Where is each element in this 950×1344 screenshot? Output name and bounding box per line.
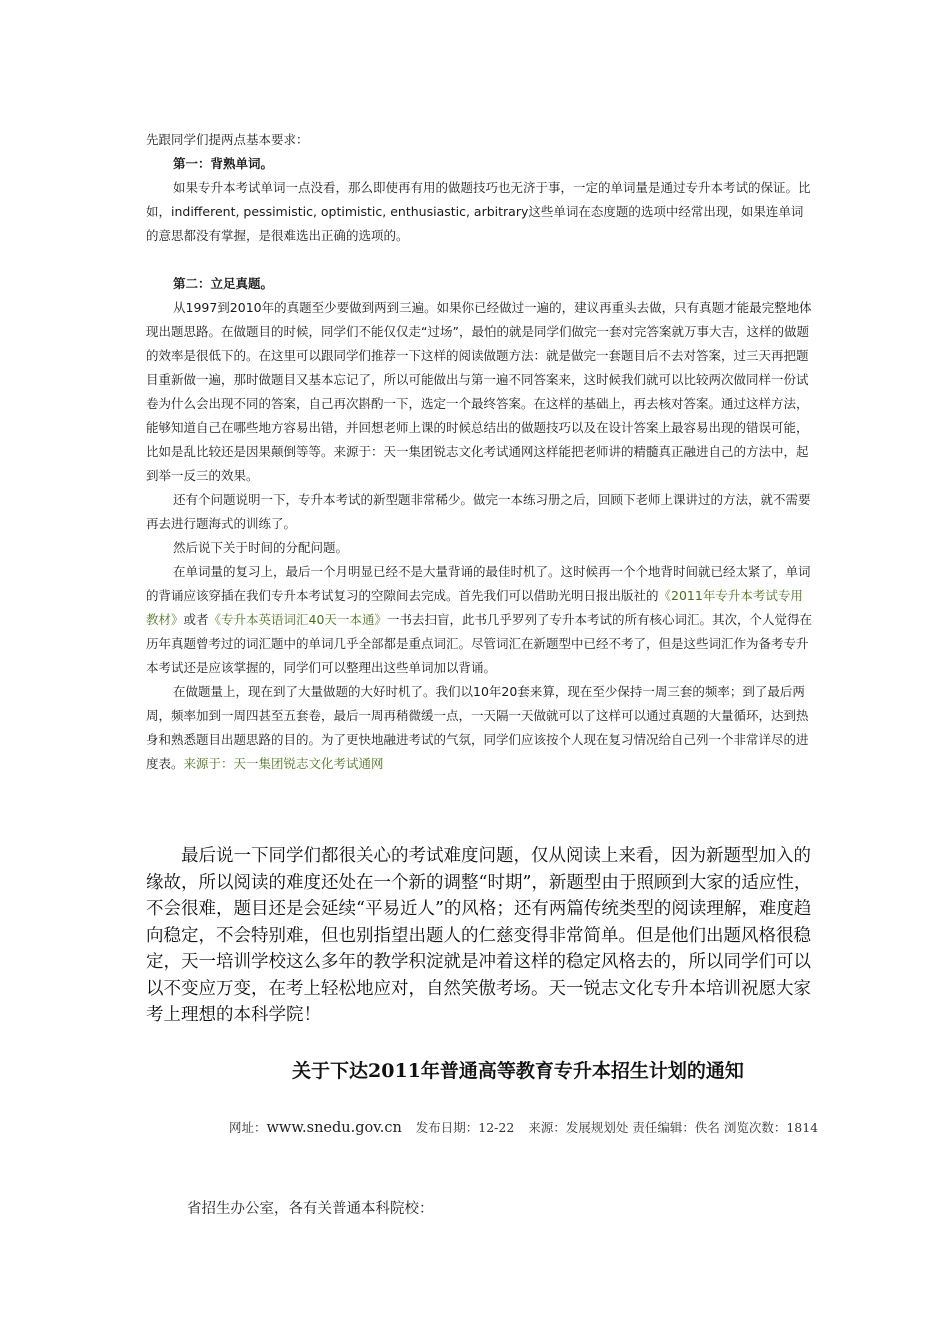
time-paragraph: 然后说下关于时间的分配问题。 [173, 540, 349, 555]
new-types-paragraph: 还有个问题说明一下，专升本考试的新型题非常稀少。做完一本练习册之后，回顾下老师上课讲过的方法，就不需要再去进行题海式的训练了。 [146, 492, 811, 531]
view-count: 浏览次数：1814 [723, 1120, 819, 1135]
intro-text: 先跟同学们提两点基本要求： [146, 132, 309, 147]
vocab-paragraph [146, 560, 814, 680]
spacer [146, 248, 814, 272]
closing-paragraph: 最后说一下同学们都很关心的考试难度问题，仅从阅读上来看，因为新题型加入的缘故，所以阅读的难度还处在一个新的调整“时期”，新题型由于照顾到大家的适应性，不会很难，题目还是会延续“平易近人”的风格；还有两篇传统类型的阅读理解，难度趋向稳定，不会特别难，但也别指望出题人的仁慈变得非常简单。但是他们出题风格很稳定，天一培训学校这么多年的教学积淀就是冲着这样的稳定风格去的，所以同学们可以以不变应万变，在考上轻松地应对，自然笑傲考场。天一锐志文化专升本培训祝愿大家考上理想的本科学院！ [146, 846, 812, 1025]
practice-paragraph [146, 680, 814, 776]
textbook-link[interactable]: 《2011年专升本考试专用教材》 [146, 588, 803, 627]
notice-title: 关于下达2011年普通高等教育专升本招生计划的通知 [292, 1060, 744, 1082]
site-url-link[interactable]: www.snedu.gov.cn [266, 1120, 402, 1136]
editor-label: 责任编辑：佚名 [632, 1120, 720, 1135]
point2-heading: 第二：立足真题。 [173, 276, 274, 291]
vocabulary-book-link[interactable]: 《专升本英语词汇40天一本通》 [208, 612, 387, 627]
article-body [146, 128, 814, 776]
vocab-text-mid: 或者 [183, 612, 209, 627]
source-link[interactable]: 来源于：天一集团锐志文化考试通网 [183, 756, 384, 771]
point1-body: 如果专升本考试单词一点没看，那么即使再有用的做题技巧也无济于事，一定的单词量是通过专升本考试的保证。比如，indifferent, pessimistic, optimistic, enthusiastic, arbitrary这些单词在态度题的选项中经常出现，如果连单词的意思都没有掌握，是很难选出正确的选项的。 [146, 180, 811, 243]
vocab-text-pre: 在单词量的复习上，最后一个月明显已经不是大量背诵的最佳时机了。这时候再一个个地背时间就已经太紧了，单词的背诵应该穿插在我们专升本考试复习的空隙间去完成。首先我们可以借助光明日报出版社的 [146, 564, 811, 603]
notice-meta [229, 1118, 818, 1136]
point2-body: 从1997到2010年的真题至少要做到两到三遍。如果你已经做过一遍的，建议再重头去做，只有真题才能最完整地体现出题思路。在做题目的时候，同学们不能仅仅走“过场”，最怕的就是同学们做完一套对完答案就万事大吉，这样的做题的效率是很低下的。在这里可以跟同学们推荐一下这样的阅读做题方法：就是做完一套题目后不去对答案，过三天再把题目重新做一遍，那时做题目又基本忘记了，所以可能做出与第一遍不同答案来，这时候我们就可以比较两次做同样一份试卷为什么会出现不同的答案，自己再次斟酌一下，选定一个最终答案。在这样的基础上，再去核对答案。通过这样方法，能够知道自己在哪些地方容易出错，并回想老师上课的时候总结出的做题技巧以及在设计答案上最容易出现的错误可能，比如是乱比较还是因果颠倒等等。来源于：天一集团锐志文化考试通网这样能把老师讲的精髓真正融进自己的方法中，起到举一反三的效果。 [146, 300, 812, 483]
vocab-text-post: 一书去扫盲，此书几乎罗列了专升本考试的所有核心词汇。其次，个人觉得在历年真题曾考过的词汇题中的单词几乎全部都是重点词汇。尽管词汇在新题型中已经不考了，但是这些词汇作为备考专升本考试还是应该掌握的，同学们可以整理出这些单词加以背诵。 [146, 612, 812, 675]
notice-salutation: 省招生办公室，各有关普通本科院校： [187, 1201, 434, 1217]
publish-date: 发布日期：12-22 [415, 1120, 515, 1135]
point1-heading: 第一：背熟单词。 [173, 156, 274, 171]
source-department: 来源：发展规划处 [528, 1120, 629, 1135]
practice-text: 在做题量上，现在到了大量做题的大好时机了。我们以10年20套来算，现在至少保持一周三套的频率；到了最后两周，频率加到一周四甚至五套卷，最后一周再稍微缓一点，一天隔一天做就可以了这样可以通过真题的大量循环，达到热身和熟悉题目出题思路的目的。为了更快地融进考试的气氛，同学们应该按个人现在复习情况给自己列一个非常详尽的进度表。 [146, 684, 809, 771]
url-label: 网址： [229, 1120, 267, 1135]
